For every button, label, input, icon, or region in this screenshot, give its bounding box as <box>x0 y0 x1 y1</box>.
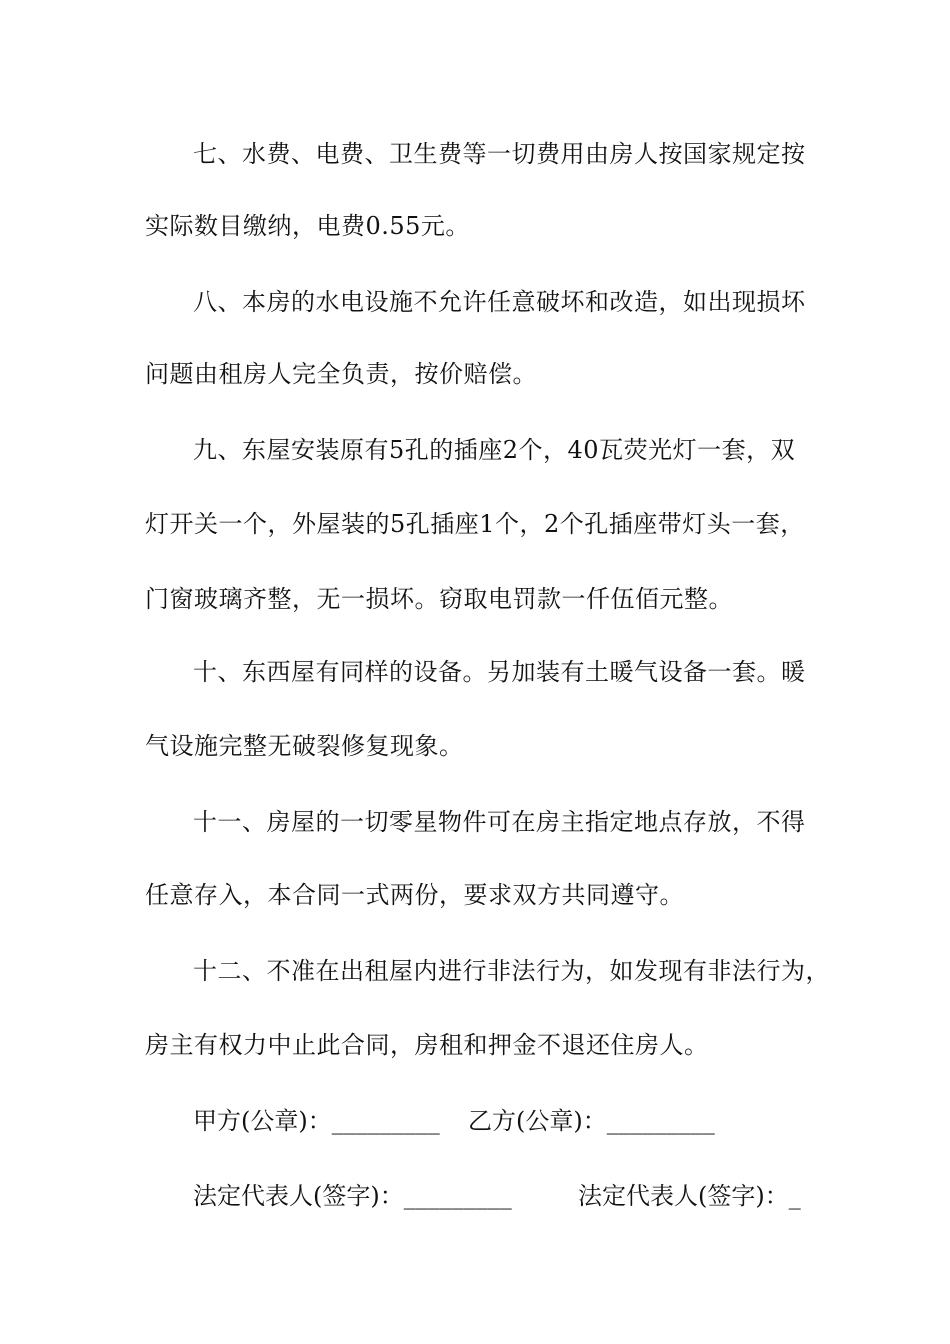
clause-11-line-2: 任意存入，本合同一式两份，要求双方共同遵守。 <box>145 881 684 909</box>
clause-7-line-1: 七、水费、电费、卫生费等一切费用由房人按国家规定按 <box>193 140 806 168</box>
party-b-representative-field: 法定代表人(签字)：_ <box>578 1182 801 1210</box>
clause-8-line-1: 八、本房的水电设施不允许任意破坏和改造，如出现损坏 <box>193 288 806 316</box>
clause-11-line-1: 十一、房屋的一切零星物件可在房主指定地点存放，不得 <box>193 808 806 836</box>
clause-10-line-2: 气设施完整无破裂修复现象。 <box>145 732 464 760</box>
clause-9-line-3: 门窗玻璃齐整，无一损坏。窃取电罚款一仟伍佰元整。 <box>145 585 733 613</box>
clause-9-line-2: 灯开关一个，外屋装的5孔插座1个，2个孔插座带灯头一套， <box>145 510 805 538</box>
clause-12-line-1: 十二、不准在出租屋内进行非法行为，如发现有非法行为， <box>193 957 830 985</box>
clause-7-line-2: 实际数目缴纳，电费0.55元。 <box>145 212 470 240</box>
party-a-representative-field: 法定代表人(签字)：_________ <box>193 1182 512 1210</box>
party-b-seal-field: 乙方(公章)：_________ <box>468 1107 715 1135</box>
party-a-seal-field: 甲方(公章)：_________ <box>193 1107 440 1135</box>
clause-9-line-1: 九、东屋安装原有5孔的插座2个，40瓦荧光灯一套，双 <box>193 436 796 464</box>
clause-10-line-1: 十、东西屋有同样的设备。另加装有土暖气设备一套。暖 <box>193 658 806 686</box>
clause-8-line-2: 问题由租房人完全负责，按价赔偿。 <box>145 360 537 388</box>
clause-12-line-2: 房主有权力中止此合同，房租和押金不退还住房人。 <box>145 1031 709 1059</box>
